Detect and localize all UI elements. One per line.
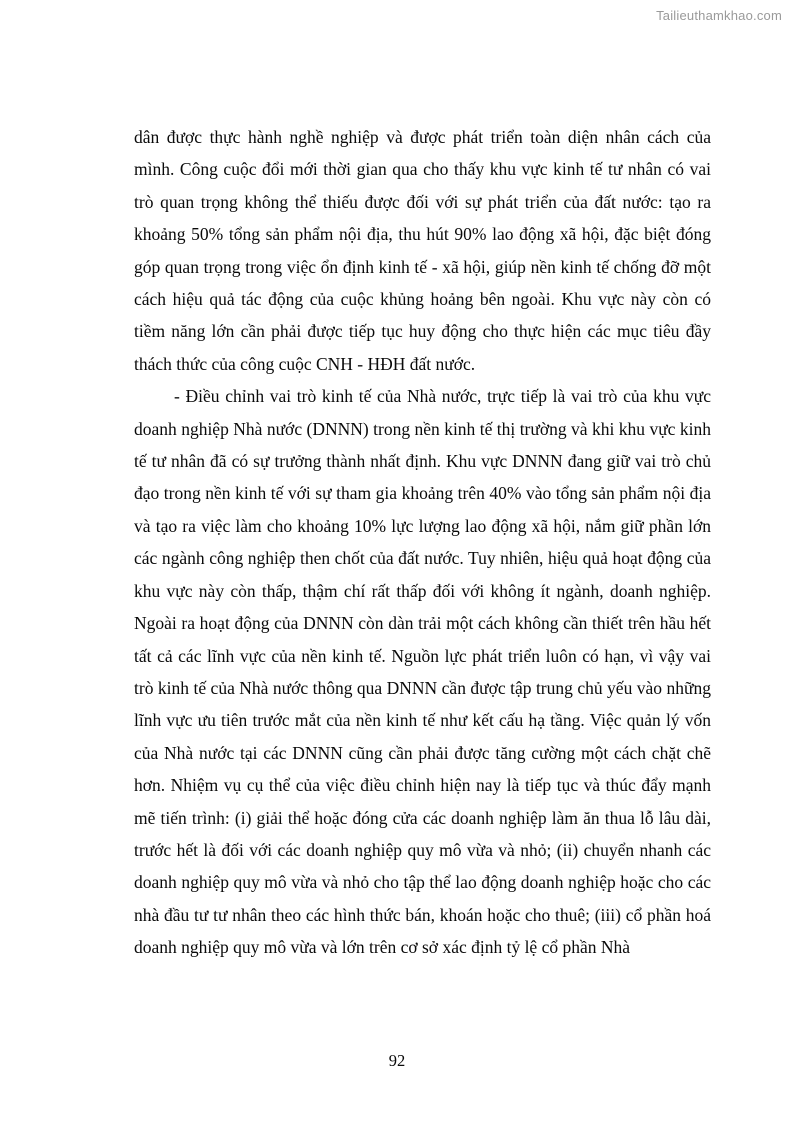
page-number: 92: [388, 1051, 406, 1070]
paragraph: - Điều chỉnh vai trò kinh tế của Nhà nước, trực tiếp là vai trò của khu vực doanh nghiệp Nhà nước (DNNN) trong nền kinh tế thị trường và khi khu vực kinh tế tư nhân đã có sự trưởng thành nhất định. Khu vực DNNN đang giữ vai trò chủ đạo trong nền kinh tế với sự tham gia khoảng trên 40% vào tổng sản phẩm nội địa và tạo ra việc làm cho khoảng 10% lực lượng lao động xã hội, nắm giữ phần lớn các ngành công nghiệp then chốt của đất nước. Tuy nhiên, hiệu quả hoạt động của khu vực này còn thấp, thậm chí rất thấp đối với không ít ngành, doanh nghiệp. Ngoài ra hoạt động của DNNN còn dàn trải một cách không cần thiết trên hầu hết tất cả các lĩnh vực của nền kinh tế. Nguồn lực phát triển luôn có hạn, vì vậy vai trò kinh tế của Nhà nước thông qua DNNN cần được tập trung chủ yếu vào những lĩnh vực ưu tiên trước mắt của nền kinh tế như kết cấu hạ tầng. Việc quản lý vốn của Nhà nước tại các DNNN cũng cần phải được tăng cường một cách chặt chẽ hơn. Nhiệm vụ cụ thể của việc điều chỉnh hiện nay là tiếp tục và thúc đẩy mạnh mẽ tiến trình: (i) giải thể hoặc đóng cửa các doanh nghiệp làm ăn thua lỗ lâu dài, trước hết là đối với các doanh nghiệp quy mô vừa và nhỏ; (ii) chuyển nhanh các doanh nghiệp quy mô vừa và nhỏ cho tập thể lao động doanh nghiệp hoặc cho các nhà đầu tư tư nhân theo các hình thức bán, khoán hoặc cho thuê; (iii) cổ phần hoá doanh nghiệp quy mô vừa và lớn trên cơ sở xác định tỷ lệ cổ phần Nhà: [134, 386, 711, 958]
page-content: [134, 121, 711, 964]
watermark-site-label: Tailieuthamkhao.com: [656, 8, 782, 23]
paragraph: dân được thực hành nghề nghiệp và được phát triển toàn diện nhân cách của mình. Công cuộc đổi mới thời gian qua cho thấy khu vực kinh tế tư nhân có vai trò quan trọng không thể thiếu được đối với sự phát triển của đất nước: tạo ra khoảng 50% tổng sản phẩm nội địa, thu hút 90% lao động xã hội, đặc biệt đóng góp quan trọng trong việc ổn định kinh tế - xã hội, giúp nền kinh tế chống đỡ một cách hiệu quả tác động của cuộc khủng hoảng bên ngoài. Khu vực này còn có tiềm năng lớn cần phải được tiếp tục huy động cho thực hiện các mục tiêu đầy thách thức của công cuộc CNH - HĐH đất nước.: [134, 127, 711, 374]
